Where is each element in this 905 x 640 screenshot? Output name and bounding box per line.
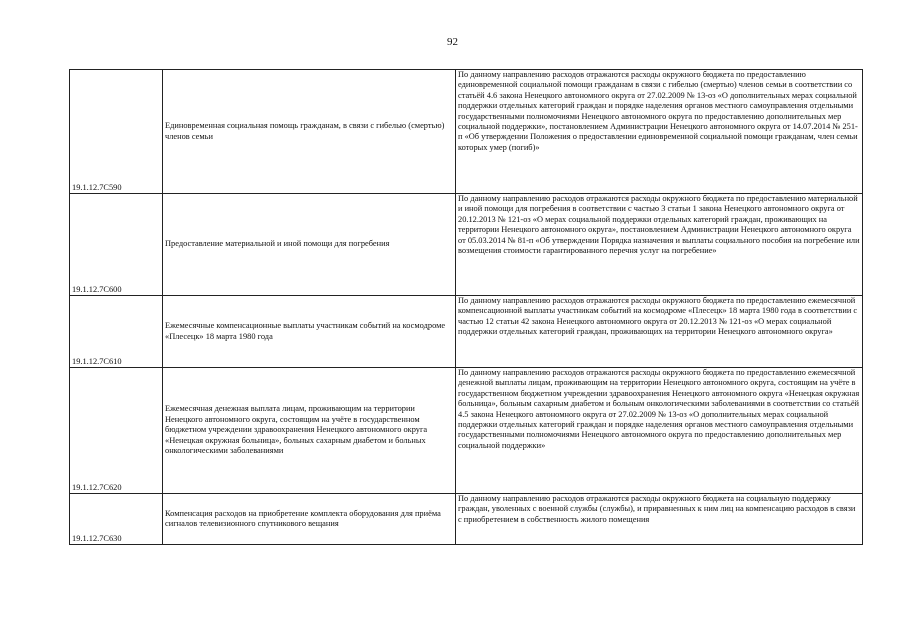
page-number: 92 (447, 36, 458, 48)
budget-classification-table (69, 69, 863, 545)
expense-description-cell: По данному направлению расходов отражаются расходы окружного бюджета на социальную поддержку граждан, уволенных с военной службы (службы), и приравненных к ним лиц на компенсацию расходов в связи с приобретением в собственность жилого помещения (456, 494, 863, 545)
target-code-cell: 19.1.12.7С630 (70, 494, 163, 545)
expense-name-cell: Единовременная социальная помощь гражданам, в связи с гибелью (смертью) членов семьи (163, 70, 456, 194)
table-row (70, 194, 863, 296)
expense-description-cell: По данному направлению расходов отражаются расходы окружного бюджета по предоставлению материальной и иной помощи для погребения в соответствии с частью 3 статьи 1 закона Ненецкого автономного округа от 20.12.2013 № 121-оз «О мерах социальной поддержки отдельных категорий граждан, проживающих на территории Ненецкого автономного округа», постановлением Администрации Ненецкого автономного округа от 05.03.2014 № 81-п «Об утверждении Порядка назначения и выплаты социального пособия на погребение или возмещения стоимости гарантированного перечня услуг на погребение» (456, 194, 863, 296)
expense-name-cell: Предоставление материальной и иной помощи для погребения (163, 194, 456, 296)
table-row (70, 70, 863, 194)
table-row (70, 368, 863, 494)
expense-description-cell: По данному направлению расходов отражаются расходы окружного бюджета по предоставлению ежемесячной компенсационной выплаты участникам событий на космодроме «Плесецк» 18 марта 1980 года в соответствии с частью 12 статьи 42 закона Ненецкого автономного округа от 20.12.2013 № 121-оз «О мерах социальной поддержки отдельных категорий граждан, проживающих на территории Ненецкого автономного округа» (456, 296, 863, 368)
target-code-cell: 19.1.12.7С590 (70, 70, 163, 194)
target-code-cell: 19.1.12.7С620 (70, 368, 163, 494)
table-row (70, 296, 863, 368)
target-code-cell: 19.1.12.7С610 (70, 296, 163, 368)
expense-name-cell: Ежемесячная денежная выплата лицам, проживающим на территории Ненецкого автономного округа, состоящим на учёте в государственном бюджетном учреждении здравоохранения Ненецкого автономного округа «Ненецкая окружная больница», больных сахарным диабетом и больных онкологическими заболеваниями (163, 368, 456, 494)
table-row (70, 494, 863, 545)
target-code-cell: 19.1.12.7С600 (70, 194, 163, 296)
expense-description-cell: По данному направлению расходов отражаются расходы окружного бюджета по предоставлению ежемесячной денежной выплаты лицам, проживающим на территории Ненецкого автономного округа, состоящим на учёте в государственном бюджетном учреждении здравоохранения Ненецкого автономного округа «Ненецкая окружная больница», больным сахарным диабетом и больным онкологическими заболеваниями в соответствии со статьёй 4.5 закона Ненецкого автономного округа от 27.02.2009 № 13-оз «О дополнительных мерах социальной поддержки отдельных категорий граждан и порядке наделения органов местного самоуправления отдельными государственными полномочиями Ненецкого автономного округа по предоставлению дополнительных мер социальной поддержки» (456, 368, 863, 494)
expense-description-cell: По данному направлению расходов отражаются расходы окружного бюджета по предоставлению единовременной социальной помощи гражданам в связи с гибелью (смертью) членов семьи в соответствии со статьёй 4.6 закона Ненецкого автономного округа от 27.02.2009 № 13-оз «О дополнительных мерах социальной поддержки отдельных категорий граждан и порядке наделения органов местного самоуправления отдельными государственными полномочиями Ненецкого автономного округа по предоставлению дополнительных мер социальной поддержки», постановлением Администрации Ненецкого автономного округа от 14.07.2014 № 251-п «Об утверждении Положения о предоставлении единовременной социальной помощи гражданам, член семьи которых умер (погиб)» (456, 70, 863, 194)
expense-name-cell: Ежемесячные компенсационные выплаты участникам событий на космодроме «Плесецк» 18 марта 1980 года (163, 296, 456, 368)
expense-name-cell: Компенсация расходов на приобретение комплекта оборудования для приёма сигналов телевизионного спутникового вещания (163, 494, 456, 545)
